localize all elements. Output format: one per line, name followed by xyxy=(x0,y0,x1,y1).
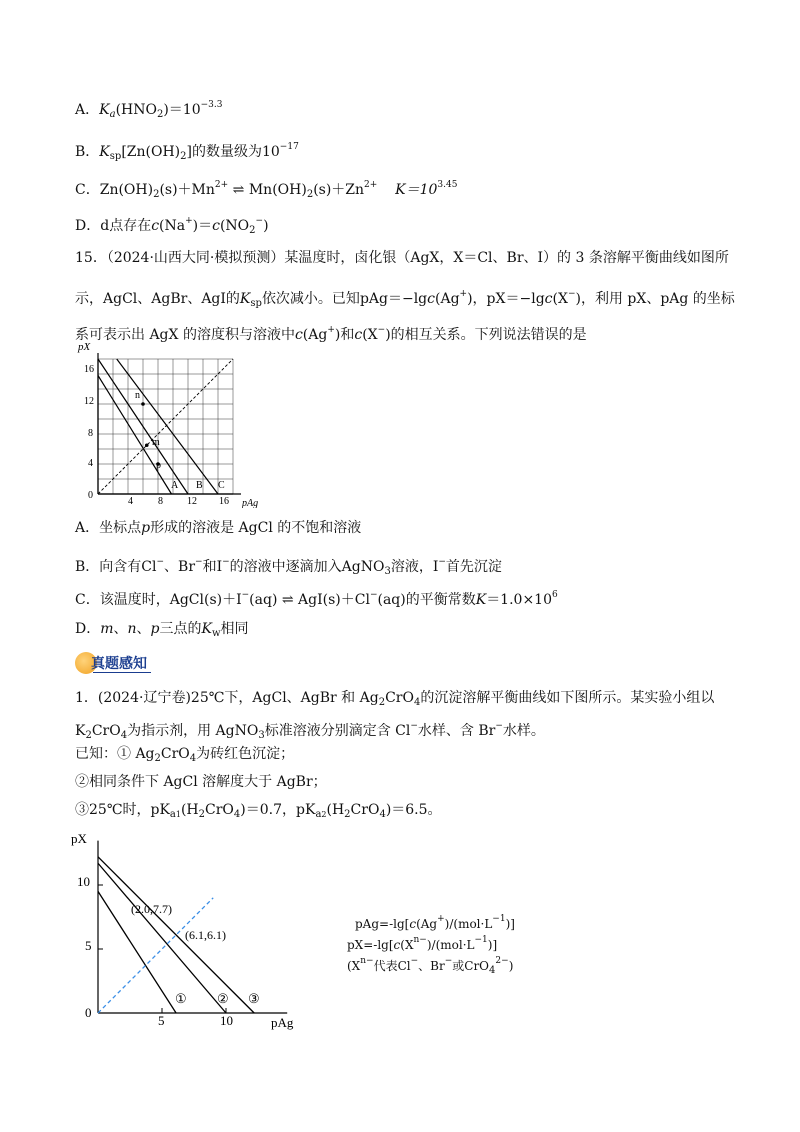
fig1-x-tick-12: 12 xyxy=(187,496,197,507)
fig2-x-label: pAg xyxy=(271,1015,294,1030)
fig2-y-label: pX xyxy=(71,831,87,846)
q15-option-b[interactable]: B．向含有Cl−、Br−和I−的溶液中逐滴加入AgNO$_3$溶液，I−首先沉淀 xyxy=(75,557,502,577)
fig1-point-dot xyxy=(141,402,145,406)
fig1-chart xyxy=(70,338,270,508)
banner-underline xyxy=(93,672,151,673)
q15-option-c[interactable]: C．该温度时，AgCl(s)＋I−(aq) ⇌ AgI(s)＋Cl−(aq)的平衡常数$K=1.0\times 10^6$ xyxy=(75,590,558,608)
fig2-curve-2: ② xyxy=(217,991,229,1006)
q1-stem-line2: $K_2CrO_4$为指示剂，用 AgNO$_3$标准溶液分别滴定含 Cl−水样、含 Br−水样。 xyxy=(75,721,545,741)
fig2-curve-3: ③ xyxy=(248,991,260,1006)
banner-title: 真题感知 xyxy=(91,656,147,672)
option-b-prev: B．$K_{sp}[Zn(OH)_2]$的数量级为$10^{-17}$ xyxy=(75,142,299,162)
fig1-x-label: pAg xyxy=(242,498,259,508)
fig2-y-tick-10: 10 xyxy=(77,874,90,889)
q1-stem-line1: 1．(2024·辽宁卷)25℃下，AgCl、AgBr 和 $Ag_2CrO_4$的沉淀溶解平衡曲线如下图所示。某实验小组以 xyxy=(75,690,715,708)
fig2-curve-1: ① xyxy=(175,991,187,1006)
fig1-curve-b: B xyxy=(196,480,203,491)
fig1-y-label: pX xyxy=(78,341,91,353)
fig1-x-tick-4: 4 xyxy=(128,496,133,507)
fig2-point-1-label: (2.0,7.7) xyxy=(131,902,172,916)
section-banner xyxy=(75,652,170,674)
fig1-curves xyxy=(98,359,233,494)
fig1-y-tick-12: 12 xyxy=(84,396,94,407)
q15-stem-line3: 系可表示出 AgX 的溶度积与溶液中c(Ag+)和c(X−)的相互关系。下列说法错误的是 xyxy=(75,325,587,343)
fig2-x-tick-10: 10 xyxy=(220,1013,233,1028)
fig1-point-n: n xyxy=(135,390,140,401)
q1-known-1: 已知：① $Ag_2CrO_4$为砖红色沉淀； xyxy=(75,746,295,764)
fig1-point-m: m xyxy=(152,437,160,448)
fig2-legend-3: ($X^{n-}$代表Cl−、Br−或CrO$_4^{2-}$) xyxy=(347,956,514,976)
fig2-curves xyxy=(98,841,287,1013)
fig1-y-tick-4: 4 xyxy=(88,458,93,469)
fig2-x-tick-5: 5 xyxy=(158,1013,165,1028)
option-c-prev: C．$Zn(OH)_2(s)+Mn^{2+}$ ⇌ $Mn(OH)_2(s)+Zn^{2+}$ $K=10^{3.45}$ xyxy=(75,180,458,200)
fig1-x-tick-8: 8 xyxy=(158,496,163,507)
fig1-curve-a: A xyxy=(171,480,179,491)
fig1-point-p: p xyxy=(156,460,161,471)
fig1-x-tick-16: 16 xyxy=(219,496,229,507)
fig2-legend-1: $pAg=-\lg[c(Ag^+)/(mol\cdot L^{-1})]$ xyxy=(355,914,515,931)
q15-stem-line1: 15．（2024·山西大同·模拟预测）某温度时，卤化银（AgX，X＝Cl、Br、I）的 3 条溶解平衡曲线如图所 xyxy=(75,250,729,266)
q15-option-d[interactable]: D．m、n、p三点的$K_w$相同 xyxy=(75,621,249,639)
fig1-y-tick-16: 16 xyxy=(84,364,94,375)
fig2-chart xyxy=(65,825,325,1040)
fig2-legend-2: $pX=-\lg[c(X^{n-})/(mol\cdot L^{-1})]$ xyxy=(347,935,498,952)
fig1-curve-c: C xyxy=(218,480,225,491)
option-d-prev: D．d点存在$c(Na^+)=c(NO_2^-)$ xyxy=(75,216,269,236)
fig1-y-tick-0: 0 xyxy=(88,490,93,501)
fig2-point-2-label: (6.1,6.1) xyxy=(185,928,226,942)
fig2-curve-line xyxy=(98,857,254,1013)
q15-option-a[interactable]: A．坐标点p形成的溶液是 AgCl 的不饱和溶液 xyxy=(75,520,362,536)
q1-known-3: ③25℃时，$pK_{a1}(H_2CrO_4)=0.7$，$pK_{a2}(H_2CrO_4)=6.5$。 xyxy=(75,802,442,820)
fig1-y-tick-8: 8 xyxy=(88,428,93,439)
fig2-y-tick-5: 5 xyxy=(85,938,92,953)
fig2-y-tick-0: 0 xyxy=(85,1005,92,1020)
q1-known-2: ②相同条件下 AgCl 溶解度大于 AgBr； xyxy=(75,774,327,790)
q15-stem-line2: 示，AgCl、AgBr、AgI的$K_{sp}$依次减小。已知pAg＝−lgc(Ag+)，pX＝−lgc(X−)，利用 pX、pAg 的坐标 xyxy=(75,289,735,309)
fig1-diagonal xyxy=(98,359,233,494)
fig1-point-dot xyxy=(145,443,149,447)
option-a-prev: A．$K_a(HNO_2)=10^{-3.3}$ xyxy=(75,100,223,120)
